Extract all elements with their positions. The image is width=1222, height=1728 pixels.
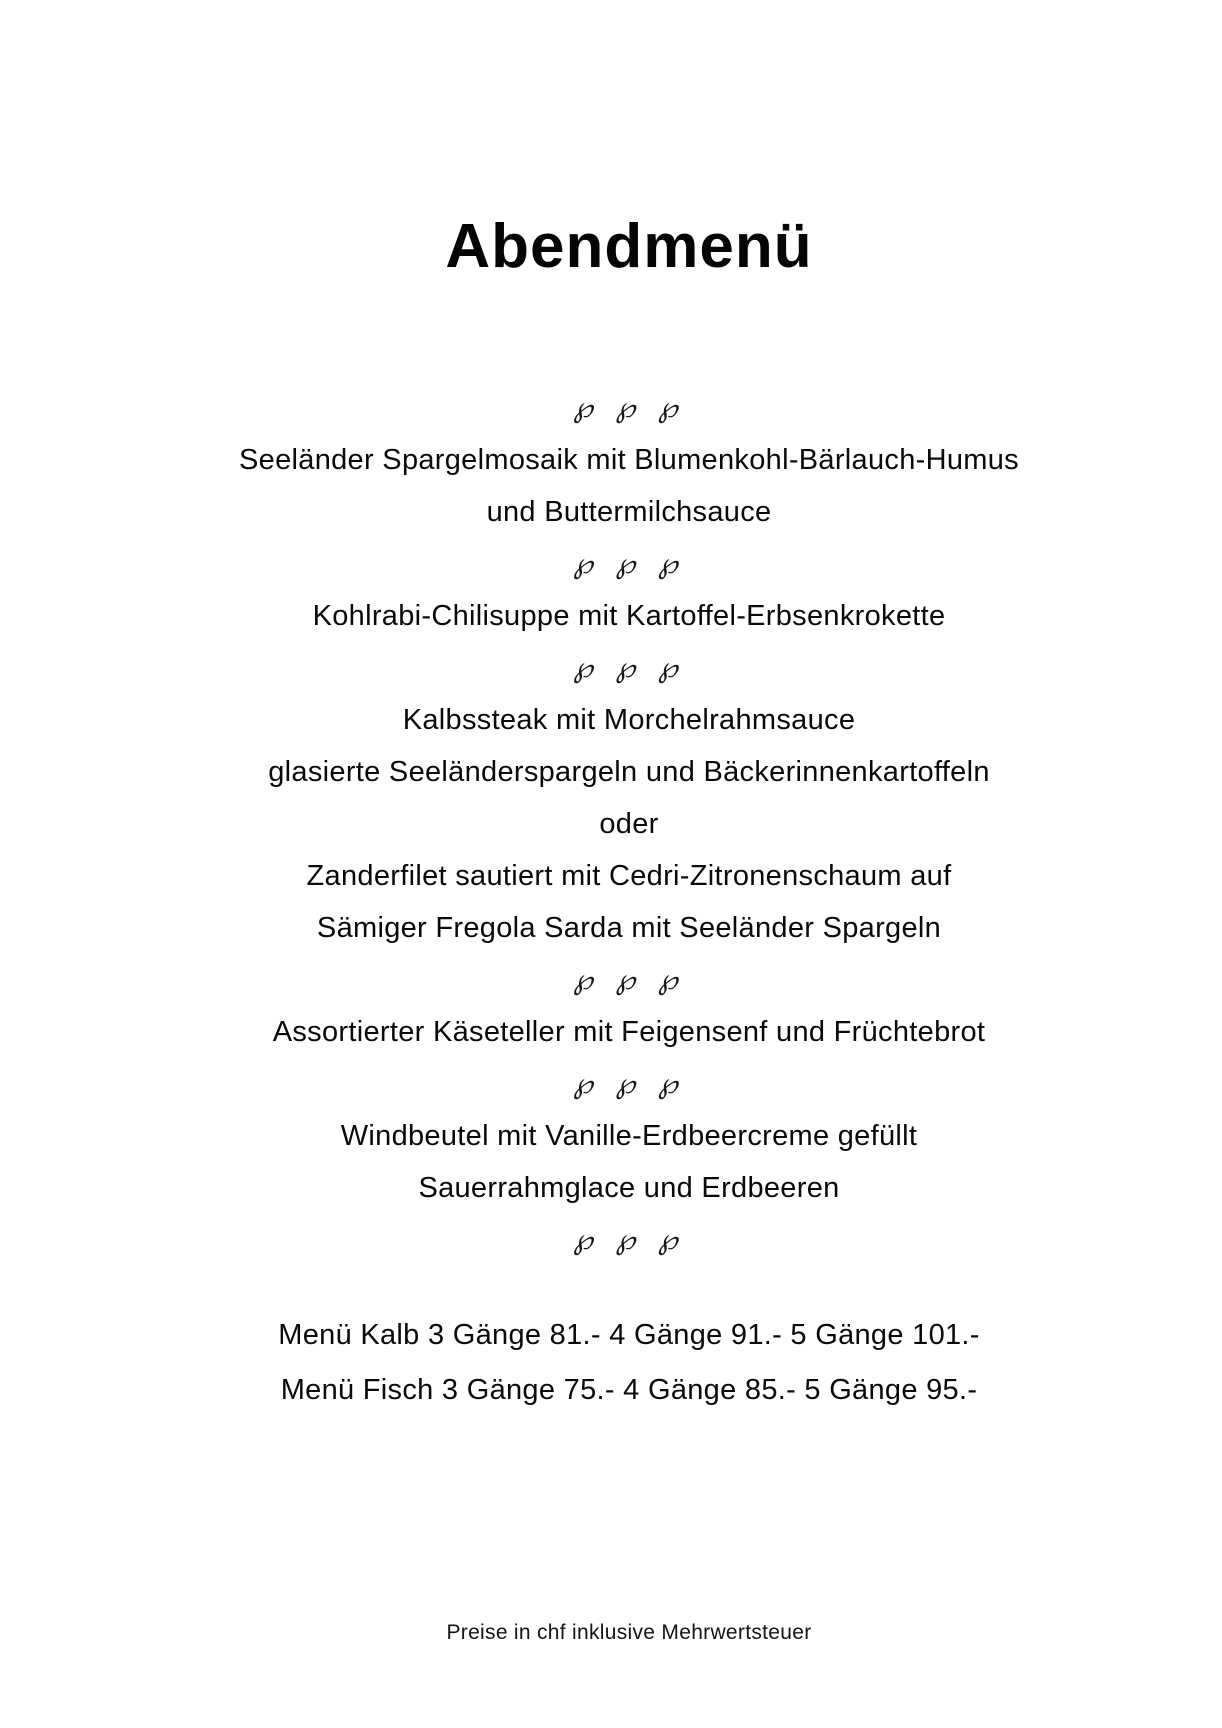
soup-line-1: Kohlrabi-Chilisuppe mit Kartoffel-Erbsenkrokette [312,600,946,632]
dessert-line-2: Sauerrahmglace und Erdbeeren [418,1172,840,1204]
cheese-line-1: Assortierter Käseteller mit Feigensenf und Früchtebrot [272,1016,986,1048]
main-course-line-3: Zanderfilet sautiert mit Cedri-Zitronenschaum auf [306,860,952,892]
page-title: Abendmenü [445,212,813,281]
ornament-separator: ℘ ℘ ℘ [573,391,685,424]
main-course-line-2: glasierte Seeländerspargeln und Bäckerinnenkartoffeln [268,756,990,788]
main-course-line-4: Sämiger Fregola Sarda mit Seeländer Spargeln [316,912,942,944]
main-course-line-1: Kalbssteak mit Morchelrahmsauce [402,704,856,736]
menu-prices [36,1308,1222,1418]
price-line-fisch: Menü Fisch 3 Gänge 75.- 4 Gänge 85.- 5 Gänge 95.- [280,1374,978,1406]
menu-body [36,382,1222,1266]
ornament-separator: ℘ ℘ ℘ [573,651,685,684]
dessert-line-1: Windbeutel mit Vanille-Erdbeercreme gefüllt [340,1120,918,1152]
price-line-kalb: Menü Kalb 3 Gänge 81.- 4 Gänge 91.- 5 Gänge 101.- [278,1319,980,1351]
starter-line-2: und Buttermilchsauce [486,496,772,528]
ornament-separator: ℘ ℘ ℘ [573,963,685,996]
price-note: Preise in chf inklusive Mehrwertsteuer [446,1621,812,1644]
ornament-separator: ℘ ℘ ℘ [573,1067,685,1100]
main-course-or-label: oder [599,808,659,840]
starter-line-1: Seeländer Spargelmosaik mit Blumenkohl-Bärlauch-Humus [239,444,1019,476]
ornament-separator: ℘ ℘ ℘ [573,1223,685,1256]
ornament-separator: ℘ ℘ ℘ [573,547,685,580]
